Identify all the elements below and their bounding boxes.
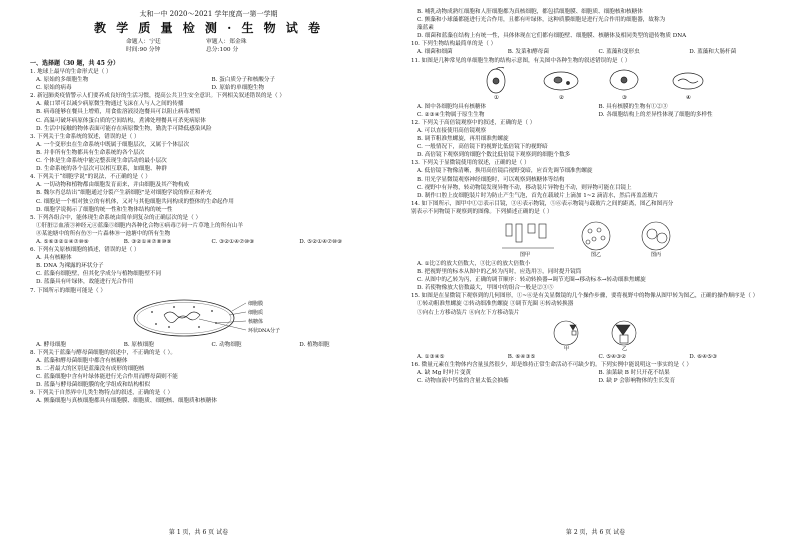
- exam-time: 时间:90 分钟: [126, 47, 161, 53]
- q14-option-d: D. 若使物像放大倍数最大，甲图中的组合一般是②③⑤: [417, 285, 554, 292]
- page-2: [397, 0, 794, 544]
- q15-option-d: D. ⑥④⑤③: [689, 353, 718, 360]
- q1-stem: 1. 地球上最早的生命形式是（ ）: [30, 69, 112, 75]
- view-yi-15: [612, 321, 636, 345]
- q13-option-b: B. 用光学显微镜观察神经细胞时，可以观察到核糖体等结构: [417, 176, 565, 183]
- q16-option-c: C. 动物血液中钙盐的含量太低会抽搐: [417, 377, 509, 384]
- q2-option-d: D. 生活中接触的物体表面可能存在病原微生物，勤洗手可降低感染风险: [36, 125, 212, 132]
- q5-option-c: C. ③②①④⑦⑩⑨: [211, 238, 255, 245]
- prokaryote-cell-diagram: [124, 297, 294, 339]
- q8-option-a: A. 蓝藻和酵母菌细胞中都含有核糖体: [36, 357, 128, 364]
- q7-figure: [30, 297, 387, 339]
- q9-stem: 9. 下列关于自然界中几类生物特点的叙述，正确的是（ ）: [30, 390, 174, 397]
- q5-option-a: A. ⑤⑥③②①④⑦⑩⑨: [36, 238, 89, 245]
- q13-option-d: D. 制作口腔上皮细胞装片时为防止产生气泡，首先在载玻片上滴加 1~2 滴清水，然后再盖盖玻片: [417, 192, 659, 199]
- q16-option-b: B. 油菜缺 B 时只开花不结果: [598, 369, 670, 376]
- section-heading: 一、选择题（30 题，共 45 分）: [30, 60, 119, 67]
- q9-option-a: A. 颤藻细胞与真核细胞都具有细胞膜、细胞质、细胞核、细胞质和核糖体: [36, 398, 218, 405]
- q11-options-2: [411, 111, 780, 119]
- q4-stem: 4. 下列关于“细胞学说”的说法，不正确的是（ ）: [30, 174, 151, 181]
- organism-1: [487, 67, 505, 93]
- q6-option-b: B. DNA 为裸露的环状分子: [36, 263, 104, 270]
- q2-option-a: A. 戴口罩可以减少病原微生物通过飞沫在人与人之间的传播: [36, 101, 184, 108]
- q15-option-c: C. ⑤④③②: [598, 353, 627, 360]
- q10-option-a: A. 细菌和细菌: [417, 49, 453, 56]
- q5-stem: 5. 下列各组合中，能体现生命系统由简单到复杂的正确层次的是（ ）: [30, 214, 202, 221]
- single-cell-organisms-diagram: [466, 67, 726, 101]
- q1-option-d: D. 原始的单细胞生物: [211, 85, 265, 92]
- q1-options-2: [30, 84, 387, 92]
- view-bing: [642, 222, 670, 250]
- q15-steps-1: ①转动粗准焦螺旋 ②转动细准焦螺旋 ③调节光圈 ④转动转换器: [417, 301, 574, 308]
- q7-option-d: D. 植物细胞: [299, 341, 330, 348]
- q14-stem: 14. 如下图所示，图甲中①②表示目镜，③④表示物镜，⑤⑥表示物镜与载玻片之间的距离，图乙和图丙分: [411, 200, 674, 207]
- q11-figure: [411, 67, 780, 101]
- q12-option-a: A. 可以直接使用高倍镜观察: [417, 127, 487, 134]
- q12-stem: 12. 下列关于高倍镜观察中的叙述，正确的是（ ）: [411, 119, 536, 126]
- q5-options: [30, 238, 387, 246]
- q11-option-a: A. 图中各细胞均具有核糖体: [417, 103, 487, 110]
- fig7-label-dna: 环状DNA分子: [247, 327, 280, 334]
- view-yi: [582, 222, 610, 250]
- q3-option-a: A. 一个变形虫在生命系统中既属于细胞层次，又属于个体层次: [36, 141, 190, 148]
- q7-option-b: B. 原核细胞: [123, 341, 154, 348]
- page-1-footer: 第 1 页，共 6 页 试卷: [168, 529, 229, 536]
- fig7-label-ribosome: 核糖体: [247, 318, 263, 325]
- q9-option-c: C. 颤藻和小球藻都能进行光合作用，且都有叶绿体，这种质膜细胞是进行光合作用的细胞器，故称为: [417, 17, 666, 24]
- q1-options: [30, 76, 387, 84]
- q12-option-d: D. 高倍镜下观察到的细胞个数比低倍镜下观察到的细胞个数多: [417, 152, 571, 159]
- q15-option-a: A. ①③④⑤: [417, 353, 445, 360]
- q10-option-c: C. 蓝藻和变形虫: [598, 49, 640, 56]
- q1-option-b: B. 蛋白质分子和核酸分子: [211, 77, 276, 84]
- q14-figure: [411, 218, 780, 258]
- exam-meta-row2: [30, 46, 387, 54]
- q2-stem: 2. 新冠肺炎疫情警示人们要养成良好的生活习惯，提高公共卫生安全意识。下列相关叙述错误的是（ ）: [30, 93, 286, 100]
- q11-option-b: B. 具有核膜的生物有①②③: [598, 103, 668, 110]
- q7-option-c: C. 动物细胞: [211, 341, 242, 348]
- q5-items-1: ①肝脏②血液③神经元④蓝藻⑤细胞内各种化合物⑥病毒⑦同一片草地上的所有山羊: [36, 222, 243, 229]
- q5-option-d: D. ⑤②①④⑦⑩⑨: [299, 238, 343, 245]
- q12-option-c: C. 一般情况下，高倍镜下的视野比低倍镜下的视野暗: [417, 144, 548, 151]
- q8-stem: 8. 下列关于蓝藻与酵母菌细胞的叙述中，不正确的是（ ）。: [30, 349, 176, 356]
- q14-option-c: C. 从图中的乙转为丙，正确的调节顺序：转动转换器→调节光圈→移动标本→转动细准焦螺旋: [417, 277, 646, 284]
- q4-option-b: B. 魏尔肖总结出“细胞通过分裂产生新细胞”是对细胞学说的修正和补充: [36, 190, 212, 197]
- q5-option-b: B. ③②①④⑦⑧⑩⑨: [123, 238, 172, 245]
- q8-option-c: C. 蓝藻细胞中含有叶绿体能进行光合作用而酵母菌则不能: [36, 374, 178, 380]
- exam-title: 教 学 质 量 检 测 · 生 物 试 卷: [94, 21, 323, 35]
- q11-options: [411, 103, 780, 111]
- q7-options: [30, 341, 387, 349]
- q2-option-b: B. 病毒能够在餐具上增殖，用食盐溶液浸泡餐具可以阻止病毒增殖: [36, 109, 201, 116]
- fig11-label-1: ①: [493, 94, 499, 101]
- q3-option-c: C. 个体是生命系统中能完整表现生命活动的最小层次: [36, 158, 167, 165]
- q15-figure: [411, 319, 780, 351]
- q9-option-b: B. 哺乳动物成熟红细胞和人肝细胞都为真核细胞，都包括细胞膜、细胞质、细胞核和核糖体: [417, 9, 643, 15]
- q11-option-c: C. ②③④生物属于原生生物: [417, 111, 485, 118]
- q3-stem: 3. 下列关于生命系统的叙述，错误的是（ ）: [30, 133, 140, 140]
- fig-yi-label: 图乙: [590, 251, 601, 258]
- fig7-label-membrane: 细胞膜: [247, 300, 263, 307]
- page-2-footer: 第 2 页，共 6 页 试卷: [565, 529, 626, 536]
- q13-stem: 13. 下列关于显微镜使用的叙述，正确的是（ ）: [411, 160, 530, 167]
- view-jia: [554, 321, 578, 345]
- q16-option-d: D. 缺 P 会影响物体的生长发育: [598, 377, 676, 384]
- ribosome-dots: [151, 306, 217, 328]
- q2-option-c: C. 高温可破坏病原体蛋白质的空间结构，煮沸处理餐具可杀死病原体: [36, 117, 206, 124]
- q1-option-a: A. 原始的多细胞生物: [36, 77, 89, 84]
- author: 命题人：宁廷: [126, 39, 161, 45]
- q4-option-a: A. 一切动物和植物都由细胞发育而来，并由细胞及其产物构成: [36, 182, 190, 189]
- q12-option-b: B. 调节粗准焦螺旋，再用细准焦螺旋: [417, 136, 509, 143]
- q13-option-c: C. 视野中有异物，转动物镜发现异物不动，移动装片异物也不动，则异物可能在目镜上: [417, 184, 632, 191]
- q16-option-a: A. 缺 Mg 时叶片变黄: [417, 369, 472, 376]
- geometry-view-diagram: [536, 319, 656, 351]
- q7-stem: 7. 下图所示的细胞可能是（ ）: [30, 287, 107, 294]
- q14-stem-cont: 别表示不同物镜下观察到的图像。下列描述正确的是（ ）: [411, 208, 553, 215]
- q16-stem: 16. 微量元素在生物体内含量虽然很少，却是维持正常生命活动不可缺少的。下列实例中能说明这一事实的是（ ）: [411, 361, 692, 368]
- organism-2: [544, 72, 578, 90]
- q7-option-a: A. 酵母细胞: [36, 341, 66, 348]
- q6-stem: 6. 下列有关原核细胞的描述，错误的是（ ）: [30, 247, 140, 254]
- reviewer: 审题人：郑金珠: [206, 39, 247, 45]
- q4-option-c: C. 细胞是一个相对独立的有机体，又对与其他细胞共同构成的整体的生命起作用: [36, 198, 234, 205]
- exam-header-school: 太和一中 2020～2021 学年度高一第一学期: [139, 10, 278, 18]
- q6-option-d: D. 蓝藻具有叶绿体，故能进行光合作用: [36, 279, 134, 286]
- cell-membrane-outline: [134, 300, 234, 336]
- q6-option-a: A. 具有核糖体: [36, 255, 72, 262]
- exam-meta-row1: [30, 38, 387, 46]
- q9-option-c-cont: 藻蓝素: [417, 25, 434, 32]
- q15-option-b: B. ⑥④③⑤: [507, 353, 536, 360]
- q5-items-2: ⑧某池塘中的所有鱼⑨一片森林⑩一池塘中的所有生物: [36, 230, 171, 237]
- dna-loop-shape: [164, 312, 200, 323]
- q6-option-c: C. 蓝藻有细胞壁，但其化学成分与植物细胞壁不同: [36, 271, 162, 278]
- objective-lenses: [502, 224, 554, 248]
- cell-inner-outline: [137, 302, 231, 333]
- organism-4: [673, 73, 703, 89]
- q16-options-2: [411, 377, 780, 385]
- q16-options: [411, 369, 780, 377]
- q14-option-b: B. 把视野里的标本从图中的乙转为丙时，应选用③，同时提升镜筒: [417, 269, 582, 276]
- q3-option-d: D. 生命系统的各个层次可以相互联系，如细胞、种群: [36, 166, 167, 173]
- q10-stem: 10. 下列生物结构最简单的是（ ）: [411, 41, 497, 48]
- fig15-label-yi: 乙: [621, 345, 627, 351]
- fig-bing-label: 图丙: [650, 251, 661, 258]
- organism-3: [610, 70, 638, 90]
- fig11-label-4: ④: [685, 94, 691, 101]
- fig11-label-3: ③: [621, 94, 627, 101]
- q15-options: [411, 353, 780, 361]
- q4-option-d: D. 细胞学说揭示了细胞的统一性和生物体结构的统一性: [36, 206, 173, 213]
- q8-option-b: B. 二者最大的区别是蓝藻没有成形的细胞核: [36, 365, 145, 372]
- q1-option-c: C. 原始的病毒: [36, 85, 72, 92]
- exam-score: 总分:100 分: [206, 47, 239, 53]
- q14-option-a: A. ①比②的放大倍数大，③比④的放大倍数小: [417, 260, 531, 267]
- q15-steps-2: ⑤向右上方移动装片 ⑥向左下方移动装片: [417, 309, 520, 316]
- q13-option-a: A. 低倍镜下物像清晰，换用高倍镜后视野变暗，应首先调节细准焦螺旋: [417, 168, 593, 175]
- fig15-label-jia: 甲: [563, 345, 569, 351]
- q10-options: [411, 48, 780, 56]
- q3-option-b: B. 并非所有生物都具有生命系统的各个层次: [36, 149, 145, 156]
- q9-option-d: D. 细菌和蓝藻在结构上有统一性，具体体现在它们都有细胞壁、细胞膜、核糖体及相同类型的遗传物质 DNA: [417, 33, 687, 40]
- q10-option-d: D. 蓝藻和大肠杆菌: [689, 49, 737, 56]
- q8-option-d: D. 蓝藻与酵母菌细胞膜的化学组成和结构相似: [36, 382, 151, 389]
- fig7-label-cytoplasm: 细胞质: [247, 309, 263, 316]
- q15-stem: 15. 如图是在显微镜下观察到的几何图形，①~⑥是有关显微镜的几个操作步骤，要将视野中的物像从图甲转为图乙，正确的操作顺序是（ ）: [411, 293, 759, 300]
- fig-jia-label: 图甲: [519, 251, 530, 258]
- q11-option-d: D. 各细胞结构上的差异性体现了细胞的多样性: [598, 111, 713, 118]
- q10-option-b: B. 发菜和酵母菌: [507, 49, 549, 56]
- q11-stem: 11. 如图是几种常见的单细胞生物的结构示意图，有关图中各种生物的叙述错误的是（ ）: [411, 57, 631, 64]
- microscope-lens-diagram: [496, 218, 696, 258]
- fig11-label-2: ②: [558, 94, 564, 101]
